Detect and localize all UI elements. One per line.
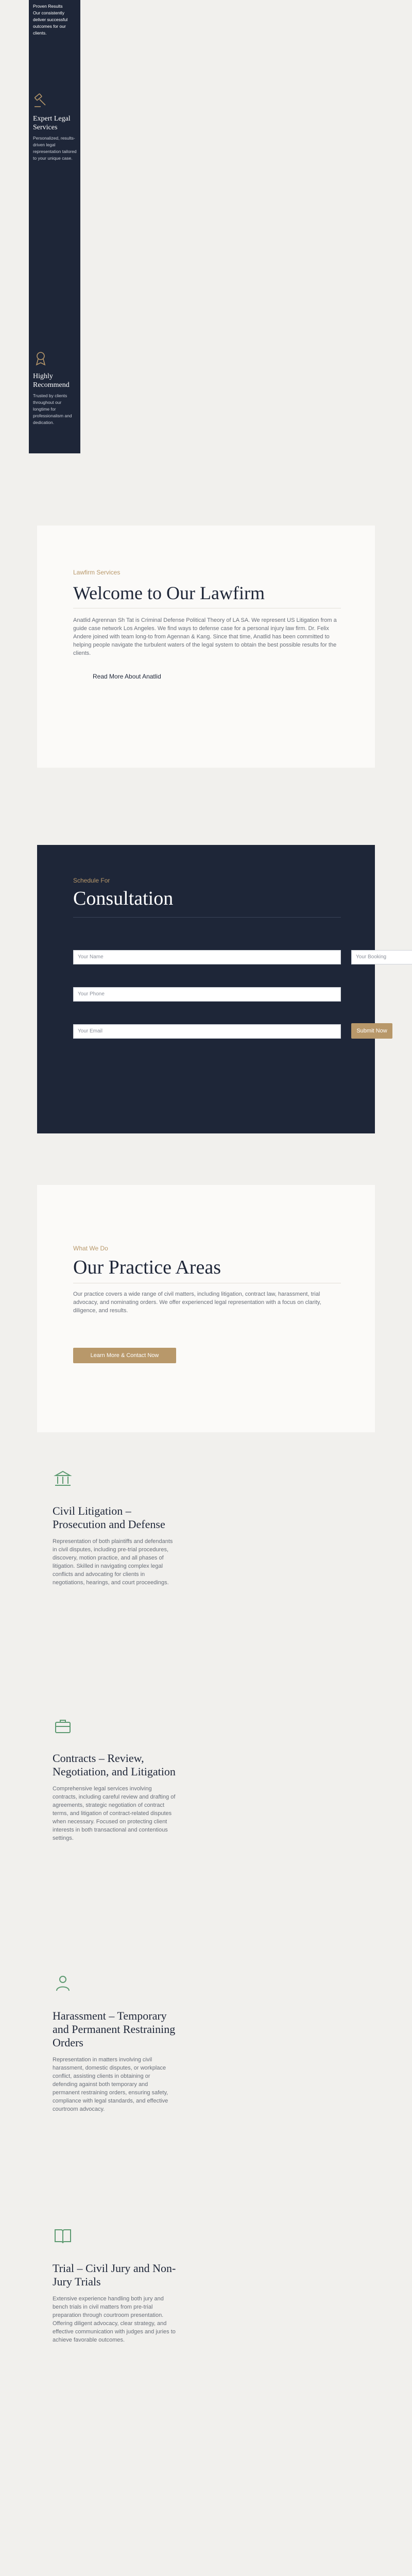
practice-title: Our Practice Areas: [73, 1257, 221, 1278]
courthouse-icon: [53, 1468, 176, 1489]
name-field[interactable]: Your Name: [73, 950, 341, 964]
welcome-body: Anatlid Agrennan Sh Tat is Criminal Defense Political Theory of LA SA. We represent US Litigation from a guide case network Los Angeles. We find ways to defense case for a personal injury law firm. Dr. Felix Andere joined with team long-to from Agennan & Kang. Since that time, Anatlid has been committed to helping people navigate the turbulent waters of the legal system to obtain the best possible results for the clients.: [73, 617, 337, 656]
practice-list: [37, 1437, 375, 2571]
practice-cta-button[interactable]: Learn More & Contact Now: [73, 1348, 176, 1363]
area-text: Representation of both plaintiffs and defendants in civil disputes, including pre-trial procedures, discovery, motion practice, and all phases of litigation. Skilled in navigating complex legal conflicts and advocating for clients in negotiations, hearings, and court proceedings.: [53, 1538, 173, 1586]
welcome-kicker: Lawfirm Services: [73, 569, 121, 576]
features-top-text: Proven Results Our consistently deliver successful outcomes for our clients.: [33, 4, 68, 36]
area-title: Harassment – Temporary and Permanent Restraining Orders: [53, 2009, 176, 2049]
feature-title-1: Highly Recommend: [33, 372, 70, 389]
practice-kicker: What We Do: [73, 1245, 108, 1252]
gavel-icon: [33, 93, 48, 108]
practice-intro: Our practice covers a wide range of civil matters, including litigation, contract law, harassment, trial advocacy, and nominating orders. We offer experienced legal representation with a focus on clarity, diligence, and results.: [73, 1291, 321, 1314]
area-text: Comprehensive legal services involving contracts, including careful review and drafting of agreements, strategic negotiation of contract terms, and litigation of contract-related disputes when necessary. Focused on protecting client interests in both transactional and contentious settings.: [53, 1786, 176, 1841]
area-card: [53, 2226, 176, 2344]
feature-text-1: Trusted by clients throughout our longtime for professionalism and dedication.: [33, 393, 72, 425]
area-card: [53, 1468, 176, 1587]
phone-field[interactable]: Your Phone: [73, 987, 341, 1002]
booking-date-field[interactable]: Your Booking: [351, 950, 412, 964]
welcome-title: Welcome to Our Lawfirm: [73, 583, 265, 603]
submit-button[interactable]: Submit Now: [351, 1023, 392, 1039]
consultation-kicker: Schedule For: [73, 877, 110, 884]
features-panel: [29, 0, 80, 453]
welcome-link[interactable]: Read More About Anatlid: [93, 673, 161, 680]
consultation-title: Consultation: [73, 888, 174, 909]
email-field[interactable]: Your Email: [73, 1024, 341, 1039]
feature-text-0: Personalized, results-driven legal representation tailored to your unique case.: [33, 135, 77, 161]
area-title: Contracts – Review, Negotiation, and Litigation: [53, 1752, 176, 1778]
feature-title-0: Expert Legal Services: [33, 115, 71, 131]
area-text: Extensive experience handling both jury and bench trials in civil matters from pre-trial preparation through courtroom presentation. Offering diligent advocacy, clear strategy, and effective communication with judges and juries to achieve favorable outcomes.: [53, 2296, 176, 2343]
consultation-divider: [73, 917, 341, 918]
area-card: [53, 1716, 176, 1842]
area-title: Civil Litigation – Prosecution and Defense: [53, 1504, 165, 1531]
briefcase-icon: [53, 1716, 176, 1736]
area-text: Representation in matters involving civil harassment, domestic disputes, or workplace conflict, assisting clients in obtaining or defending against both temporary and permanent restraining orders, ensuring safety, compliance with legal standards, and effective courtroom advocacy.: [53, 2057, 168, 2112]
person-shield-icon: [53, 1973, 176, 1994]
welcome-section: [37, 526, 375, 768]
area-title: Trial – Civil Jury and Non-Jury Trials: [53, 2262, 176, 2288]
book-icon: [53, 2226, 176, 2246]
consultation-section: [37, 845, 387, 1133]
area-card: [53, 1973, 176, 2113]
recommend-icon: [33, 350, 48, 366]
practice-header: [37, 1185, 375, 1432]
